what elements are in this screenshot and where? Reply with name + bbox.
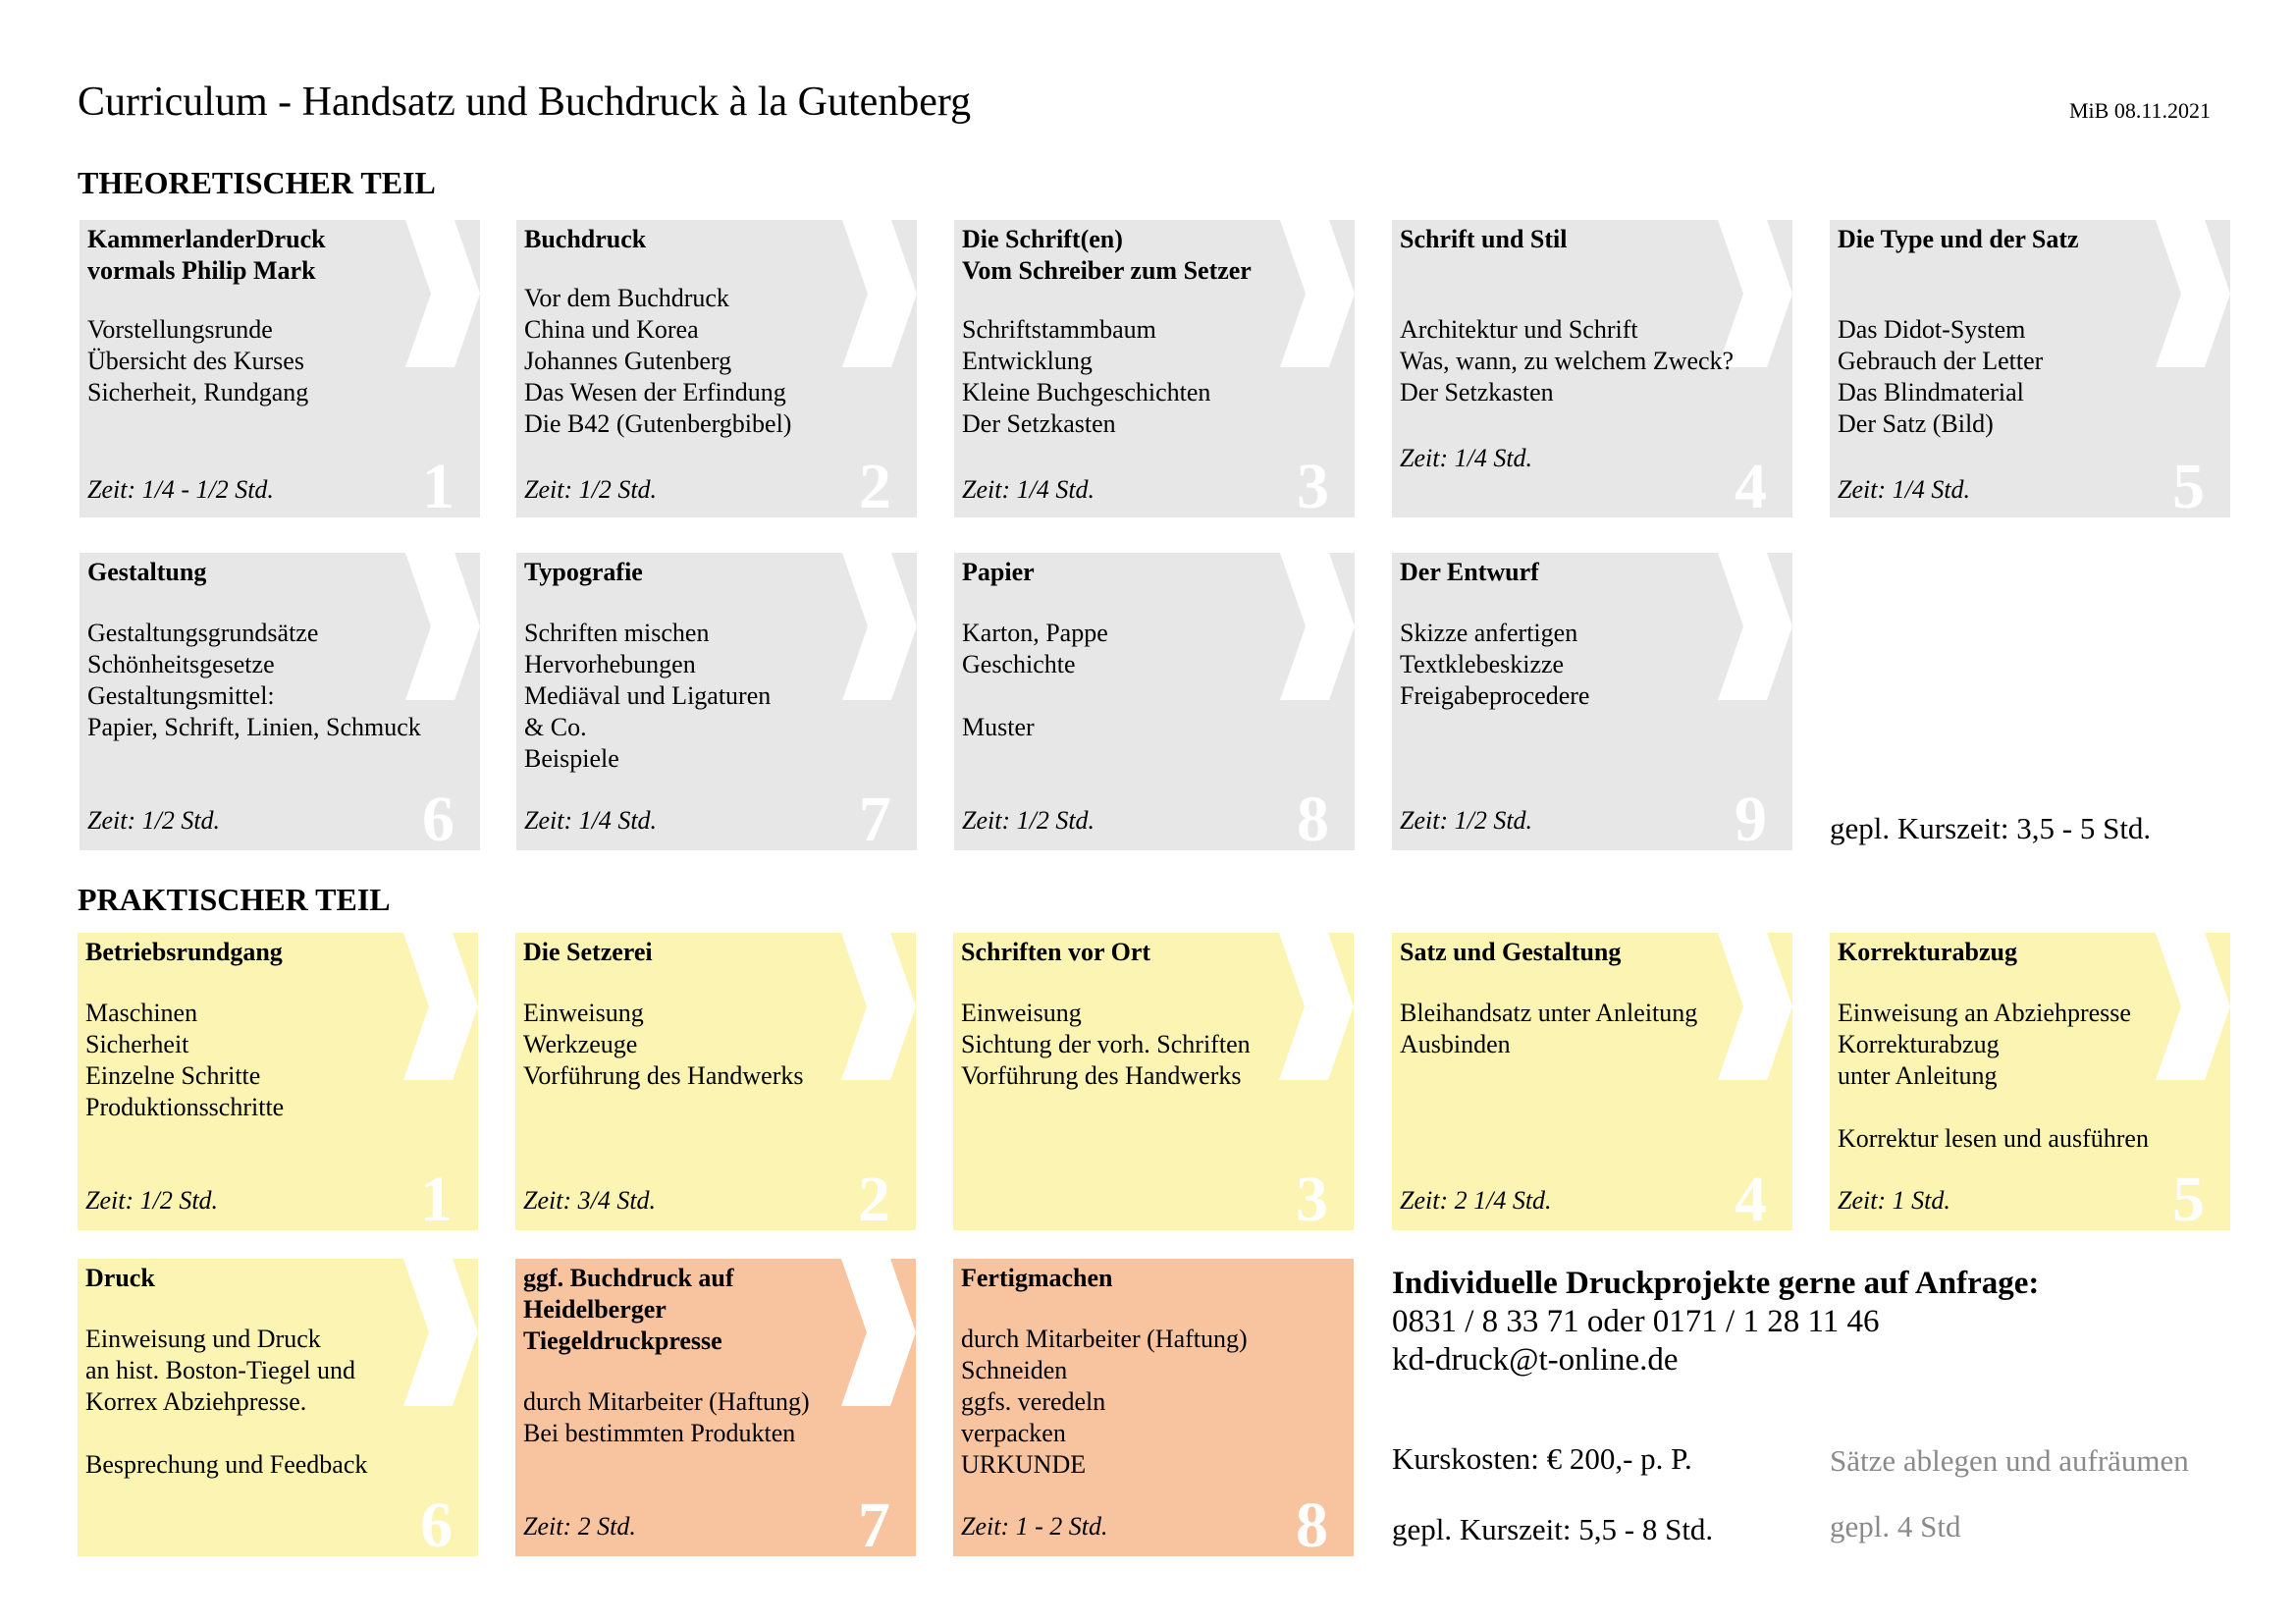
practice-card-2 (515, 933, 916, 1230)
card-number: 9 (1735, 784, 1767, 850)
theory-card-4 (1392, 220, 1792, 517)
card-number: 4 (1735, 1164, 1767, 1230)
card-topics: Einweisung und Druck an hist. Boston-Tiegel und Korrex Abziehpresse. Besprechung und Feedback (85, 1325, 368, 1479)
card-number: 1 (422, 451, 454, 517)
contact-phones: 0831 / 8 33 71 oder 0171 / 1 28 11 46 (1392, 1304, 1880, 1339)
practice-card-7 (515, 1259, 916, 1556)
theory-total-time: gepl. Kurszeit: 3,5 - 5 Std. (1830, 811, 2152, 845)
contact-email: kd-druck@t-online.de (1392, 1342, 1679, 1378)
practice-card-1 (78, 933, 478, 1230)
practice-card-8 (953, 1259, 1354, 1556)
card-topics: Einweisung an Abziehpresse Korrekturabzug unter Anleitung Korrektur lesen und ausführen (1838, 999, 2149, 1153)
card-topics: Maschinen Sicherheit Einzelne Schritte Produktionsschritte (85, 999, 285, 1121)
card-number: 3 (1297, 451, 1329, 517)
course-costs: Kurskosten: € 200,- p. P. (1392, 1441, 1692, 1476)
theory-card-8 (954, 553, 1355, 850)
card-duration: Zeit: 1/2 Std. (85, 1186, 219, 1215)
card-heading: Druck (85, 1264, 155, 1292)
practice-card-4 (1392, 933, 1792, 1230)
card-duration: Zeit: 1/4 - 1/2 Std. (87, 475, 274, 504)
card-topics: Bleihandsatz unter Anleitung Ausbinden (1400, 999, 1698, 1058)
card-topics: Einweisung Sichtung der vorh. Schriften Vorführung des Handwerks (961, 999, 1251, 1090)
card-heading: Betriebsrundgang (85, 938, 283, 966)
card-topics: Das Didot-System Gebrauch der Letter Das Blindmaterial Der Satz (Bild) (1838, 315, 2044, 438)
card-number: 7 (858, 1489, 890, 1556)
extra-task: Sätze ablegen und aufräumen (1830, 1443, 2189, 1478)
card-topics: Schriftstammbaum Entwicklung Kleine Buchgeschichten Der Setzkasten (962, 315, 1211, 438)
card-duration: Zeit: 1/4 Std. (524, 806, 658, 835)
practice-card-6 (78, 1259, 478, 1556)
card-topics: Gestaltungsgrundsätze Schönheitsgesetze Gestaltungsmittel: Papier, Schrift, Linien, Schmuck (87, 619, 421, 741)
card-number: 8 (1297, 784, 1329, 850)
card-number: 6 (422, 784, 454, 850)
theory-card-2 (516, 220, 917, 517)
section-heading-theory: THEORETISCHER TEIL (78, 165, 436, 200)
card-heading: Buchdruck (524, 225, 647, 253)
card-topics: Karton, Pappe Geschichte Muster (962, 619, 1108, 741)
card-duration: Zeit: 1/2 Std. (962, 806, 1095, 835)
card-heading: Die Type und der Satz (1838, 225, 2079, 253)
practice-total-time: gepl. Kurszeit: 5,5 - 8 Std. (1392, 1512, 1714, 1546)
section-heading-practice: PRAKTISCHER TEIL (78, 882, 391, 917)
card-duration: Zeit: 1/2 Std. (1400, 806, 1533, 835)
card-number: 6 (420, 1489, 453, 1556)
card-topics: durch Mitarbeiter (Haftung) Schneiden ggfs. veredeln verpacken URKUNDE (961, 1325, 1248, 1479)
card-heading: Korrekturabzug (1838, 938, 2017, 966)
card-number: 2 (859, 451, 891, 517)
card-heading: Der Entwurf (1400, 558, 1539, 586)
card-heading: Die Schrift(en) Vom Schreiber zum Setzer (962, 225, 1252, 285)
card-duration: Zeit: 1/2 Std. (524, 475, 658, 504)
theory-card-1 (80, 220, 480, 517)
card-heading: Die Setzerei (523, 938, 653, 966)
date-stamp: MiB 08.11.2021 (2069, 98, 2212, 123)
card-number: 8 (1296, 1489, 1328, 1556)
card-duration: Zeit: 2 1/4 Std. (1400, 1186, 1552, 1215)
theory-card-9 (1392, 553, 1792, 850)
card-duration: Zeit: 1/4 Std. (1838, 475, 1971, 504)
card-number: 2 (858, 1164, 890, 1230)
card-duration: Zeit: 1/4 Std. (962, 475, 1095, 504)
theory-card-3 (954, 220, 1355, 517)
page-title: Curriculum - Handsatz und Buchdruck à la Gutenberg (78, 80, 972, 125)
card-heading: Satz und Gestaltung (1400, 938, 1622, 966)
card-heading: Fertigmachen (961, 1264, 1113, 1292)
card-topics: Skizze anfertigen Textklebeskizze Freigabeprocedere (1400, 619, 1590, 710)
card-duration: Zeit: 1/2 Std. (87, 806, 221, 835)
card-topics: Schriften mischen Hervorhebungen Mediäval und Ligaturen & Co. Beispiele (524, 619, 772, 773)
card-topics: Vorstellungsrunde Übersicht des Kurses Sicherheit, Rundgang (87, 315, 309, 406)
card-number: 5 (2172, 451, 2205, 517)
practice-card-3 (953, 933, 1354, 1230)
card-topics: Einweisung Werkzeuge Vorführung des Handwerks (523, 999, 804, 1090)
card-topics: Architektur und Schrift Was, wann, zu welchem Zweck? Der Setzkasten (1400, 315, 1735, 406)
card-heading: KammerlanderDruck vormals Philip Mark (87, 225, 326, 285)
card-heading: Schrift und Stil (1400, 225, 1568, 253)
card-topics: durch Mitarbeiter (Haftung) Bei bestimmten Produkten (523, 1387, 810, 1447)
theory-card-7 (516, 553, 917, 850)
theory-card-5 (1830, 220, 2230, 517)
practice-card-5 (1830, 933, 2230, 1230)
card-heading: ggf. Buchdruck auf Heidelberger Tiegeldruckpresse (523, 1264, 734, 1355)
extra-time: gepl. 4 Std (1830, 1509, 1961, 1543)
card-duration: Zeit: 1/4 Std. (1400, 444, 1533, 472)
card-heading: Typografie (524, 558, 643, 586)
card-number: 7 (859, 784, 891, 850)
card-duration: Zeit: 1 - 2 Std. (961, 1512, 1108, 1541)
card-number: 1 (420, 1164, 453, 1230)
contact-heading: Individuelle Druckprojekte gerne auf Anfrage: (1392, 1266, 2040, 1301)
card-heading: Papier (962, 558, 1035, 586)
card-number: 4 (1735, 451, 1767, 517)
card-heading: Schriften vor Ort (961, 938, 1151, 966)
card-number: 3 (1296, 1164, 1328, 1230)
card-number: 5 (2172, 1164, 2205, 1230)
card-duration: Zeit: 3/4 Std. (523, 1186, 657, 1215)
card-heading: Gestaltung (87, 558, 207, 586)
card-duration: Zeit: 1 Std. (1838, 1186, 1950, 1215)
theory-card-6 (80, 553, 480, 850)
card-duration: Zeit: 2 Std. (523, 1512, 636, 1541)
card-topics: Vor dem Buchdruck China und Korea Johannes Gutenberg Das Wesen der Erfindung Die B42 (Gutenbergbibel) (524, 284, 792, 438)
